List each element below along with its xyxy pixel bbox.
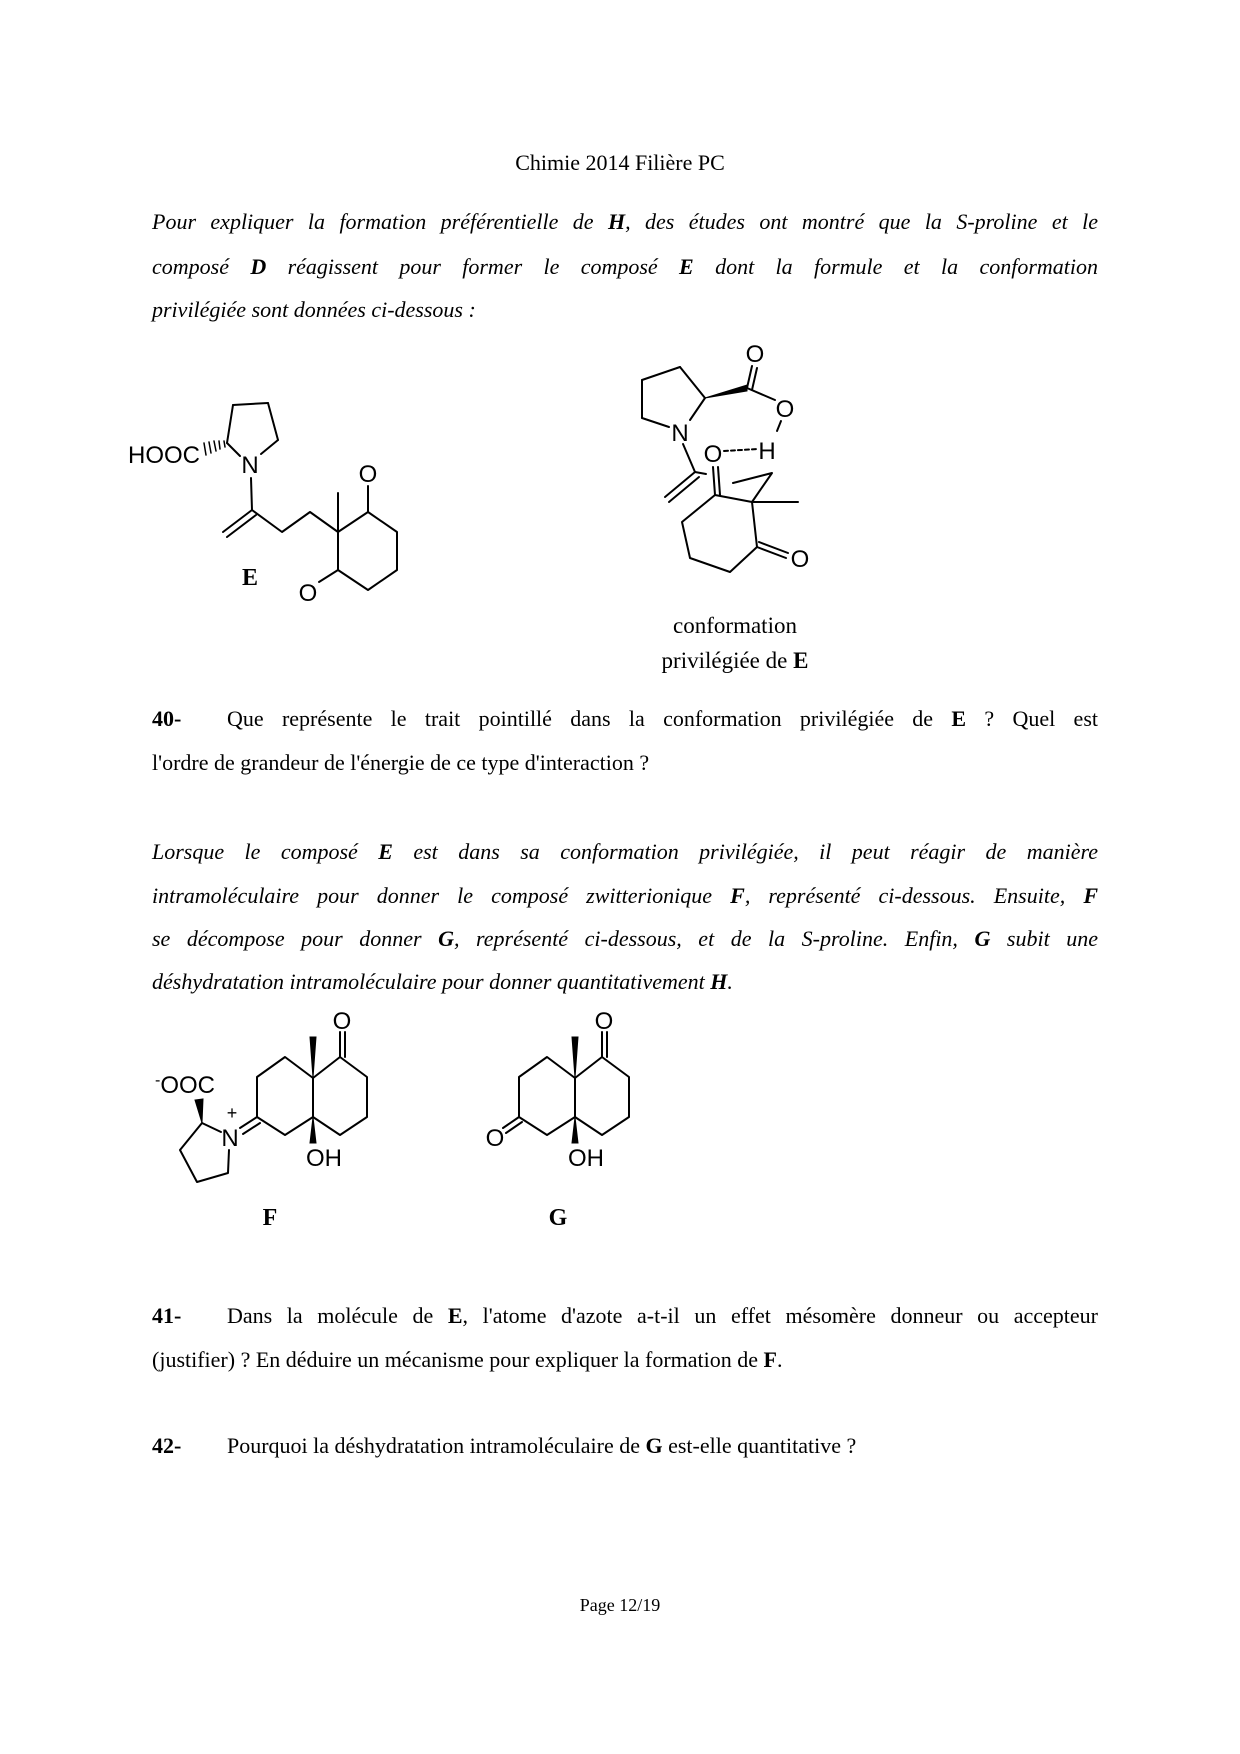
atom-label-carboxylate: -OOC xyxy=(155,1072,215,1099)
molecule-f-structure xyxy=(155,1008,367,1231)
text-segment: se décompose pour donner xyxy=(152,926,439,951)
text-segment: Pour expliquer la formation préférentielle de xyxy=(152,209,608,234)
text-segment: subit une xyxy=(990,926,1098,951)
text-segment: , l'atome d'azote a-t-il un effet mésomère donneur ou accepteur xyxy=(462,1303,1098,1328)
text-segment: (justifier) ? En déduire un mécanisme pour expliquer la formation de xyxy=(152,1347,764,1372)
text-segment: . xyxy=(776,1347,783,1372)
molecule-g-structure xyxy=(486,1008,629,1231)
caption-line-2: privilégiée de E xyxy=(661,648,809,673)
compound-label-e: E xyxy=(241,565,259,591)
text-segment: intramoléculaire pour donner le composé zwitterionique xyxy=(152,883,731,908)
page-header: Chimie 2014 Filière PC xyxy=(515,150,725,175)
text-segment: Pourquoi la déshydratation intramoléculaire de xyxy=(227,1433,646,1458)
text-segment: . xyxy=(727,969,733,994)
hydrogen-bond-dashed xyxy=(724,449,758,451)
text-segment: Dans la molécule de xyxy=(227,1303,448,1328)
page-footer: Page 12/19 xyxy=(579,1595,661,1615)
atom-label-o: O xyxy=(332,1008,352,1035)
bold-compound-ref: E xyxy=(378,839,393,864)
atom-label-oh: OH xyxy=(568,1145,604,1172)
compound-label-g: G xyxy=(548,1205,568,1231)
charge-plus: + xyxy=(226,1103,238,1123)
text-segment: est dans sa conformation privilégiée, il peut réagir de manière xyxy=(392,839,1098,864)
text-segment: , des études ont montré que la S-proline et le xyxy=(625,209,1098,234)
question-number: 42- xyxy=(152,1433,182,1458)
text-segment: dont la formule et la conformation xyxy=(693,254,1099,279)
bold-compound-ref: H xyxy=(710,969,728,994)
atom-label-o: O xyxy=(790,546,810,573)
bold-compound-ref: G xyxy=(645,1433,663,1458)
atom-label-o: O xyxy=(775,396,795,423)
text-segment: Que représente le trait pointillé dans la conformation privilégiée de xyxy=(227,706,952,731)
atom-label-n: N xyxy=(671,420,689,447)
atom-label-o: O xyxy=(594,1008,614,1035)
hashed-wedge-bond xyxy=(204,441,225,455)
bold-compound-ref: F xyxy=(730,883,745,908)
text-segment: composé xyxy=(152,254,251,279)
bold-compound-ref: E xyxy=(951,706,967,731)
bold-compound-ref: H xyxy=(607,209,626,234)
atom-label-o: O xyxy=(485,1125,505,1152)
text-segment: , représenté ci-dessous, et de la S-proline. Enfin, xyxy=(454,926,975,951)
atom-label-hooc: HOOC xyxy=(128,442,200,469)
text-segment: déshydratation intramoléculaire pour donner quantitativement xyxy=(152,969,711,994)
bold-compound-ref: G xyxy=(974,926,991,951)
text-segment: , représenté ci-dessous. Ensuite, xyxy=(744,883,1084,908)
atom-label-h: H xyxy=(758,438,776,465)
question-number: 40- xyxy=(152,706,182,731)
bold-compound-ref: G xyxy=(438,926,454,951)
compound-label-f: F xyxy=(262,1205,278,1231)
atom-label-n: N xyxy=(241,452,259,479)
text-segment: est-elle quantitative ? xyxy=(662,1433,857,1458)
bold-compound-ref: D xyxy=(250,254,267,279)
text-segment: réagissent pour former le composé xyxy=(266,254,680,279)
molecule-e-structure xyxy=(128,403,397,607)
caption-line-1: conformation xyxy=(673,613,797,638)
atom-label-o: O xyxy=(298,580,318,607)
bold-compound-ref: E xyxy=(679,254,694,279)
bold-compound-ref: E xyxy=(447,1303,463,1328)
conformation-e-structure xyxy=(642,341,809,673)
atom-label-o: O xyxy=(358,461,378,488)
text-segment: l'ordre de grandeur de l'énergie de ce type d'interaction ? xyxy=(152,750,650,775)
text-segment: Lorsque le composé xyxy=(152,839,379,864)
text-segment: privilégiée sont données ci-dessous : xyxy=(152,297,476,322)
bold-compound-ref: F xyxy=(1083,883,1098,908)
question-number: 41- xyxy=(152,1303,182,1328)
atom-label-o: O xyxy=(703,441,723,468)
atom-label-oh: OH xyxy=(306,1145,342,1172)
text-segment: ? Quel est xyxy=(966,706,1098,731)
atom-label-o: O xyxy=(745,341,765,368)
atom-label-n: N xyxy=(221,1125,239,1152)
bold-compound-ref: F xyxy=(763,1347,777,1372)
